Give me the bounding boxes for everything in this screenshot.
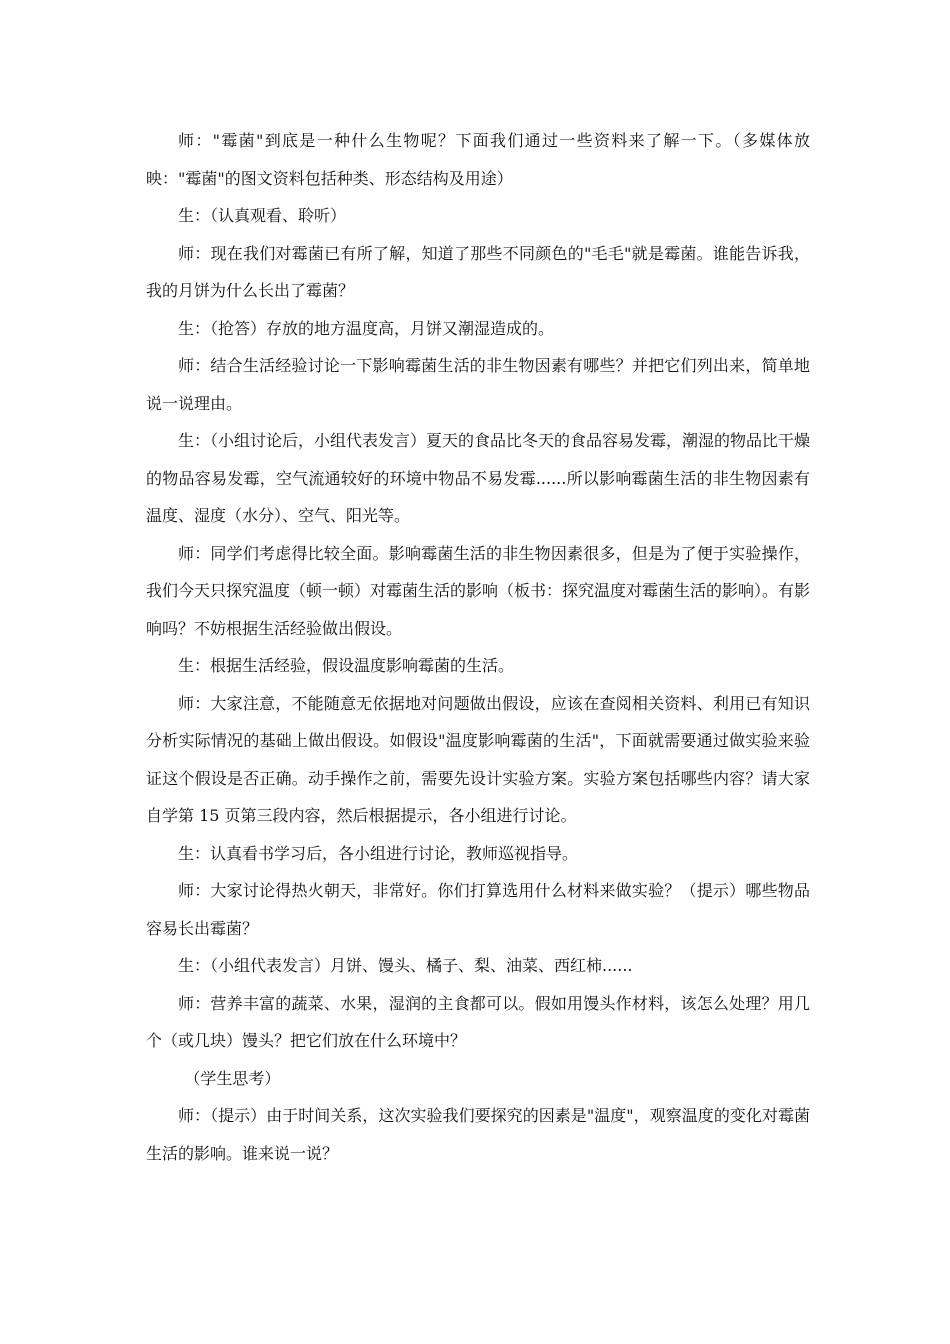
paragraph-teacher: 师：（提示）由于时间关系，这次实验我们要探究的因素是"温度"，观察温度的变化对霉菌生活的影响。谁来说一说？ [146,1106,810,1163]
paragraph-teacher: 师："霉菌"到底是一种什么生物呢？下面我们通过一些资料来了解一下。（多媒体放映："霉菌"的图文资料包括种类、形态结构及用途） [146,131,810,188]
paragraph-teacher: 师：大家讨论得热火朝天，非常好。你们打算选用什么材料来做实验？（提示）哪些物品容易长出霉菌？ [146,881,810,938]
paragraph-teacher: 师：现在我们对霉菌已有所了解，知道了那些不同颜色的"毛毛"就是霉菌。谁能告诉我，我的月饼为什么长出了霉菌？ [146,243,810,300]
paragraph-student: 生：（小组讨论后，小组代表发言）夏天的食品比冬天的食品容易发霉，潮湿的物品比干燥的物品容易发霉，空气流通较好的环境中物品不易发霉......所以影响霉菌生活的非生物因素有温度、湿度（水分）、空气、阳光等。 [146,431,811,525]
paragraph-teacher: 师：营养丰富的蔬菜、水果，湿润的主食都可以。假如用馒头作材料，该怎么处理？用几个（或几块）馒头？把它们放在什么环境中？ [146,993,810,1050]
paragraph-student: 生：（认真观看、聆听） [178,206,347,225]
paragraph-student: 生：（小组代表发言）月饼、馒头、橘子、梨、油菜、西红柿...... [178,956,633,975]
paragraph-student: 生：认真看书学习后，各小组进行讨论，教师巡视指导。 [178,843,579,863]
paragraph-stage-note: （学生思考） [184,1068,281,1088]
paragraph-student: 生：（抢答）存放的地方温度高，月饼又潮湿造成的。 [178,318,555,338]
paragraph-teacher: 师：同学们考虑得比较全面。影响霉菌生活的非生物因素很多，但是为了便于实验操作，我们今天只探究温度（顿一顿）对霉菌生活的影响（板书：探究温度对霉菌生活的影响）。有影响吗？不妨根据生活经验做出假设。 [146,543,811,638]
paragraph-teacher: 师：大家注意，不能随意无依据地对问题做出假设，应该在查阅相关资料、利用已有知识分析实际情况的基础上做出假设。如假设"温度影响霉菌的生活"，下面就需要通过做实验来验证这个假设是否正确。动手操作之前，需要先设计实验方案。实验方案包括哪些内容？请大家自学第 15 页第三段内容，然后根据提示，各小组进行讨论。 [146,693,810,825]
paragraph-student: 生：根据生活经验，假设温度影响霉菌的生活。 [178,656,515,675]
document-body [146,122,810,1172]
paragraph-teacher: 师：结合生活经验讨论一下影响霉菌生活的非生物因素有哪些？并把它们列出来，简单地说一说理由。 [146,356,810,413]
